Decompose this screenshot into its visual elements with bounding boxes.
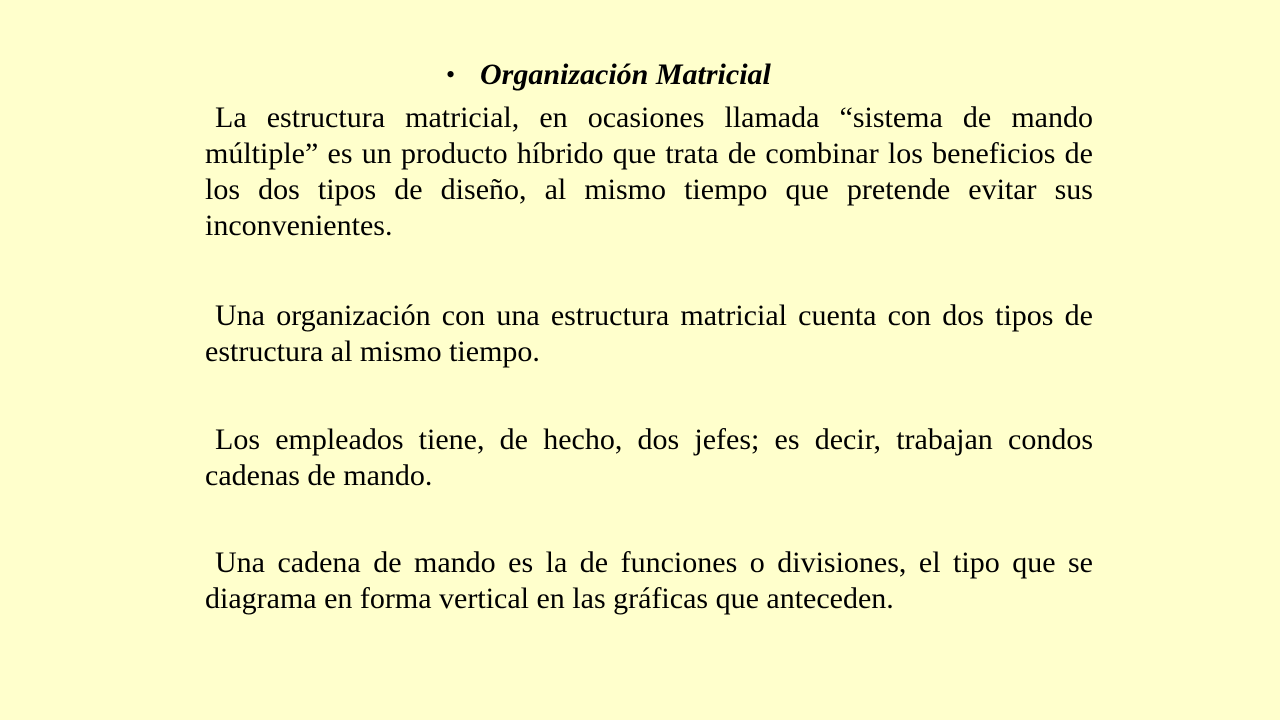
title-row	[446, 55, 771, 95]
paragraph-two-structures: Una organización con una estructura matricial cuenta con dos tipos de estructura al mismo tiempo.	[205, 299, 1093, 368]
bullet-icon: •	[446, 60, 456, 89]
paragraph-chain-of-command: Una cadena de mando es la de funciones o divisiones, el tipo que se diagrama en forma vertical en las gráficas que anteceden.	[205, 546, 1093, 615]
slide-title: Organización Matricial	[480, 58, 771, 91]
paragraph-two-bosses: Los empleados tiene, de hecho, dos jefes; es decir, trabajan condos cadenas de mando.	[205, 423, 1093, 492]
paragraph-definition: La estructura matricial, en ocasiones llamada “sistema de mando múltiple” es un producto híbrido que trata de combinar los beneficios de los dos tipos de diseño, al mismo tiempo que pretende evitar sus inconvenientes.	[205, 101, 1093, 242]
